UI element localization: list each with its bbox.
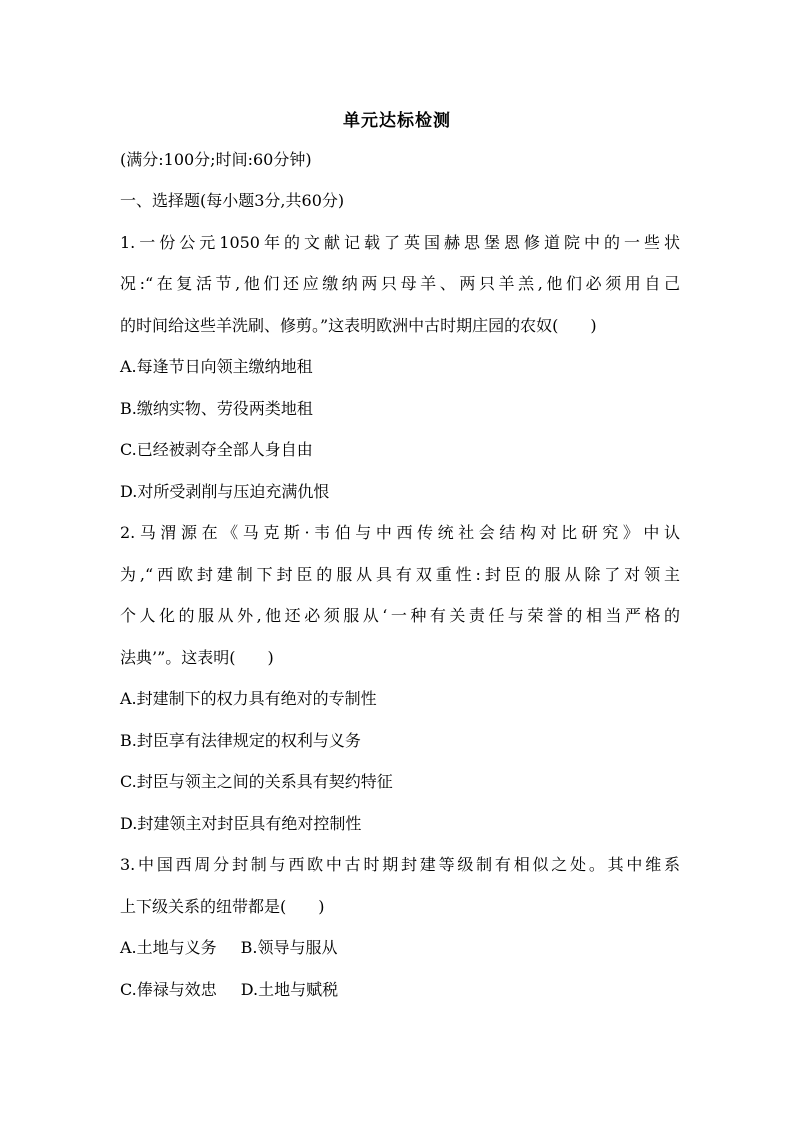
- question-2-line-2: 为,“西欧封建制下封臣的服从具有双重性:封臣的服从除了对领主: [120, 565, 680, 584]
- question-3-options-row-2: [120, 980, 680, 1000]
- question-2-line-3: 个人化的服从外,他还必须服从‘一种有关责任与荣誉的相当严格的: [120, 606, 680, 625]
- question-2-option-a: A.封建制下的权力具有绝对的专制性: [120, 689, 377, 708]
- question-2-line-4: 法典’”。这表明( ): [120, 648, 274, 667]
- question-2-option-b: B.封臣享有法律规定的权利与义务: [120, 731, 361, 750]
- question-1-line-1: 1.一份公元1050年的文献记载了英国赫思堡恩修道院中的一些状: [120, 233, 680, 252]
- question-3-option-c: C.俸禄与效忠: [120, 980, 217, 999]
- question-3-line-1: 3.中国西周分封制与西欧中古时期封建等级制有相似之处。其中维系: [120, 855, 680, 874]
- question-3-option-a: A.土地与义务: [120, 938, 217, 957]
- question-1-line-2: 况:“在复活节,他们还应缴纳两只母羊、两只羊羔,他们必须用自己: [120, 274, 680, 293]
- question-3-option-d: D.土地与赋税: [240, 980, 339, 999]
- question-1-line-3: 的时间给这些羊洗刷、修剪。”这表明欧洲中古时期庄园的农奴( ): [120, 316, 597, 335]
- question-3-options-row-1: [120, 938, 680, 958]
- question-1-option-b: B.缴纳实物、劳役两类地租: [120, 399, 313, 418]
- page-title: 单元达标检测: [343, 111, 451, 131]
- question-2-option-c: C.封臣与领主之间的关系具有契约特征: [120, 772, 393, 791]
- question-3-option-b: B.领导与服从: [240, 938, 338, 957]
- question-3-line-2: 上下级关系的纽带都是( ): [120, 897, 325, 916]
- exam-meta: (满分:100分;时间:60分钟): [120, 150, 312, 169]
- question-2-line-1: 2.马渭源在《马克斯·韦伯与中西传统社会结构对比研究》中认: [120, 523, 680, 542]
- question-1-option-a: A.每逢节日向领主缴纳地租: [120, 357, 313, 376]
- question-1-option-c: C.已经被剥夺全部人身自由: [120, 440, 313, 459]
- question-2-option-d: D.封建领主对封臣具有绝对控制性: [120, 814, 362, 833]
- question-1-option-d: D.对所受剥削与压迫充满仇恨: [120, 482, 330, 501]
- section-heading: 一、选择题(每小题3分,共60分): [120, 191, 345, 210]
